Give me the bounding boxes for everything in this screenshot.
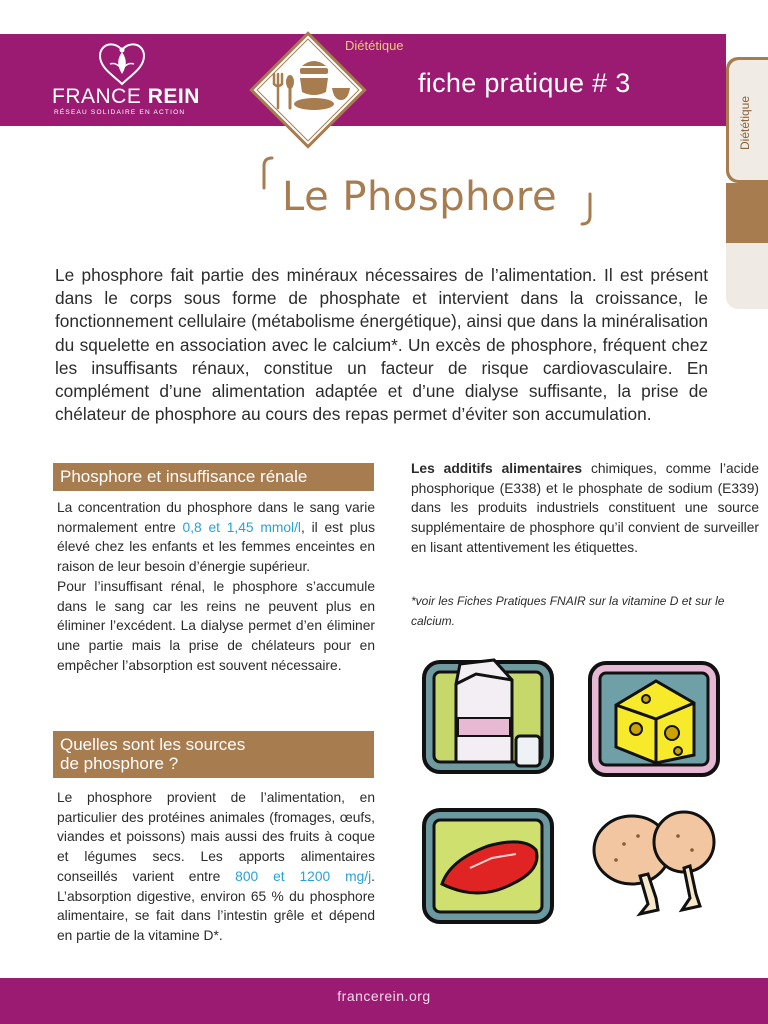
apports-highlight: 800 et 1200 mg/j: [235, 868, 372, 884]
fiche-number: fiche pratique # 3: [418, 68, 631, 98]
chicken-legs-image: [586, 806, 722, 926]
footer-url-link[interactable]: francerein.org: [337, 988, 431, 1004]
section2-pb: . L’absorption digestive, environ 65 % du phosphore alimentaire, se fait dans l’intestin grêle et dépend en partie de la vitamine D*.: [57, 868, 375, 943]
side-tab-label: Diététique: [738, 95, 752, 151]
page-title: Le Phosphore: [282, 174, 558, 220]
footnote: *voir les Fiches Pratiques FNAIR sur la vitamine D et sur le calcium.: [411, 594, 725, 628]
section1-text: [57, 498, 375, 675]
section1-p1b: , il est plus élevé chez les enfants et les femmes enceintes en raison de leur besoin d’énergie supérieur.: [57, 519, 375, 575]
side-tab-inactive: [726, 183, 768, 309]
logo-tagline: RÉSEAU SOLIDAIRE EN ACTION: [54, 109, 186, 116]
side-tab-active: [726, 57, 768, 183]
header-category: Diététique: [345, 38, 404, 53]
logo-text: FRANCE REIN: [52, 85, 200, 108]
section-heading-sources: Quelles sont les sources de phosphore ?: [53, 731, 374, 778]
page-title-block: [258, 152, 598, 232]
section-heading-insuffisance: Phosphore et insuffisance rénale: [53, 463, 374, 491]
additifs-paragraph: Les additifs alimentaires chimiques, comme l’acide phosphorique (E338) et le phosphate de sodium (E339) dans les produits industriels constituent une source supplémentaire de phosphore qu’il convient de surveiller en lisant attentivement les étiquettes.: [411, 461, 759, 555]
cheese-image: [586, 659, 722, 779]
section1-p2: Pour l’insuffisant rénal, le phosphore s’accumule dans le sang car les reins ne peuvent plus en éliminer l’excédent. La dialyse permet d’en éliminer une partie mais la prise de chélateurs pour en empêcher l’absorption est souvent nécessaire.: [57, 578, 375, 673]
section2-pa: Le phosphore provient de l’alimentation, en particulier des protéines animales (fromages, œufs, viandes et poissons) mais aussi des fruits à coque et légumes secs. Les apports alimentaires conseillés varient entre: [57, 790, 375, 884]
milk-carton-image: [420, 656, 556, 776]
steak-image: [420, 806, 556, 926]
section2-text: [57, 788, 375, 946]
title-bracket-right: [576, 190, 596, 230]
section1-p1a: La concentration du phosphore dans le sang varie normalement entre: [57, 500, 375, 535]
intro-paragraph: Le phosphore fait partie des minéraux nécessaires de l’alimentation. Il est présent dans le corps sous forme de phosphate et intervient dans la croissance, le fonctionnement cellulaire (métabolisme énergétique), ainsi que dans la minéralisation du squelette en association avec le calcium*. Un excès de phosphore, fréquent chez les insuffisants rénaux, constitue un facteur de risque cardiovasculaire. En complément d’une alimentation adaptée et d’une dialyse suffisante, la prise de chélateur de phosphore au cours des repas permet d’éviter son accumulation.: [55, 265, 708, 425]
normal-range-highlight: 0,8 et 1,45 mmol/l: [182, 519, 301, 535]
side-tab[interactable]: [726, 57, 768, 309]
title-bracket-left: [258, 154, 278, 194]
france-rein-logo[interactable]: [52, 38, 222, 122]
heart-logo-icon: [52, 38, 222, 86]
footer-band: [0, 978, 768, 1024]
additifs-bold: Les additifs alimentaires: [411, 461, 583, 476]
